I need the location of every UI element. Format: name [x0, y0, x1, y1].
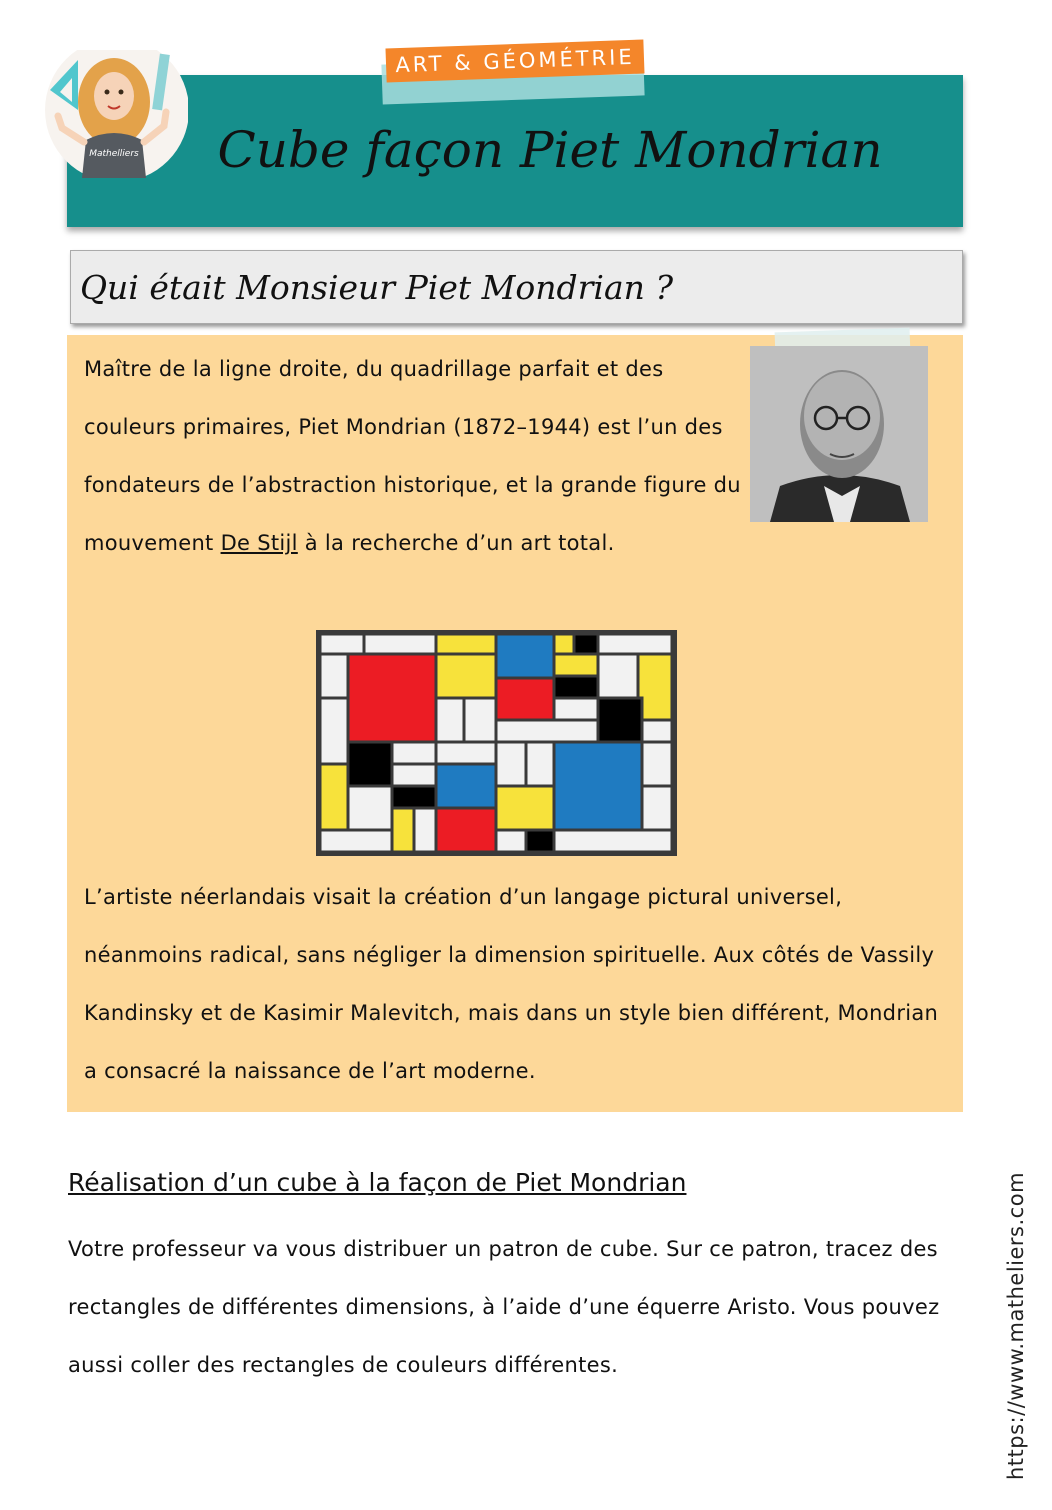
- instructions-paragraph: Votre professeur va vous distribuer un patron de cube. Sur ce patron, tracez des rectangles de différentes dimensions, à l’aide d’une équerre Aristo. Vous pouvez aussi coller des rectangles de couleurs différentes.: [68, 1237, 940, 1377]
- avatar-illustration: [32, 50, 188, 178]
- intro-paragraph: [84, 340, 744, 572]
- section-heading: Réalisation d’un cube à la façon de Piet Mondrian: [68, 1168, 687, 1197]
- artist-paragraph: L’artiste néerlandais visait la création d’un langage pictural universel, néanmoins radical, sans négliger la dimension spirituelle. Aux côtés de Vassily Kandinsky et de Kasimir Malevitch, mais dans un style bien différent, Mondrian a consacré la naissance de l’art moderne.: [84, 885, 939, 1083]
- website-url[interactable]: https://www.matheliers.com: [1004, 1171, 1028, 1480]
- intro-text-end: à la recherche d’un art total.: [297, 531, 615, 555]
- page-title: Cube façon Piet Mondrian: [217, 121, 883, 179]
- category-tag: ART & GÉOMÉTRIE: [385, 40, 644, 83]
- de-stijl-link[interactable]: De Stijl: [220, 531, 298, 555]
- avatar-shirt-text: Mathelliers: [89, 149, 139, 159]
- portrait-photo: [750, 346, 928, 522]
- intro-text-start: Maître de la ligne droite, du quadrillage parfait et des couleurs primaires, Piet Mondrian (1872–1944) est l’un des fondateurs de l’abstraction historique, et la grande figure du mouvement: [84, 357, 741, 555]
- mondrian-composition: [316, 630, 677, 856]
- section-title: Qui était Monsieur Piet Mondrian ?: [80, 268, 674, 307]
